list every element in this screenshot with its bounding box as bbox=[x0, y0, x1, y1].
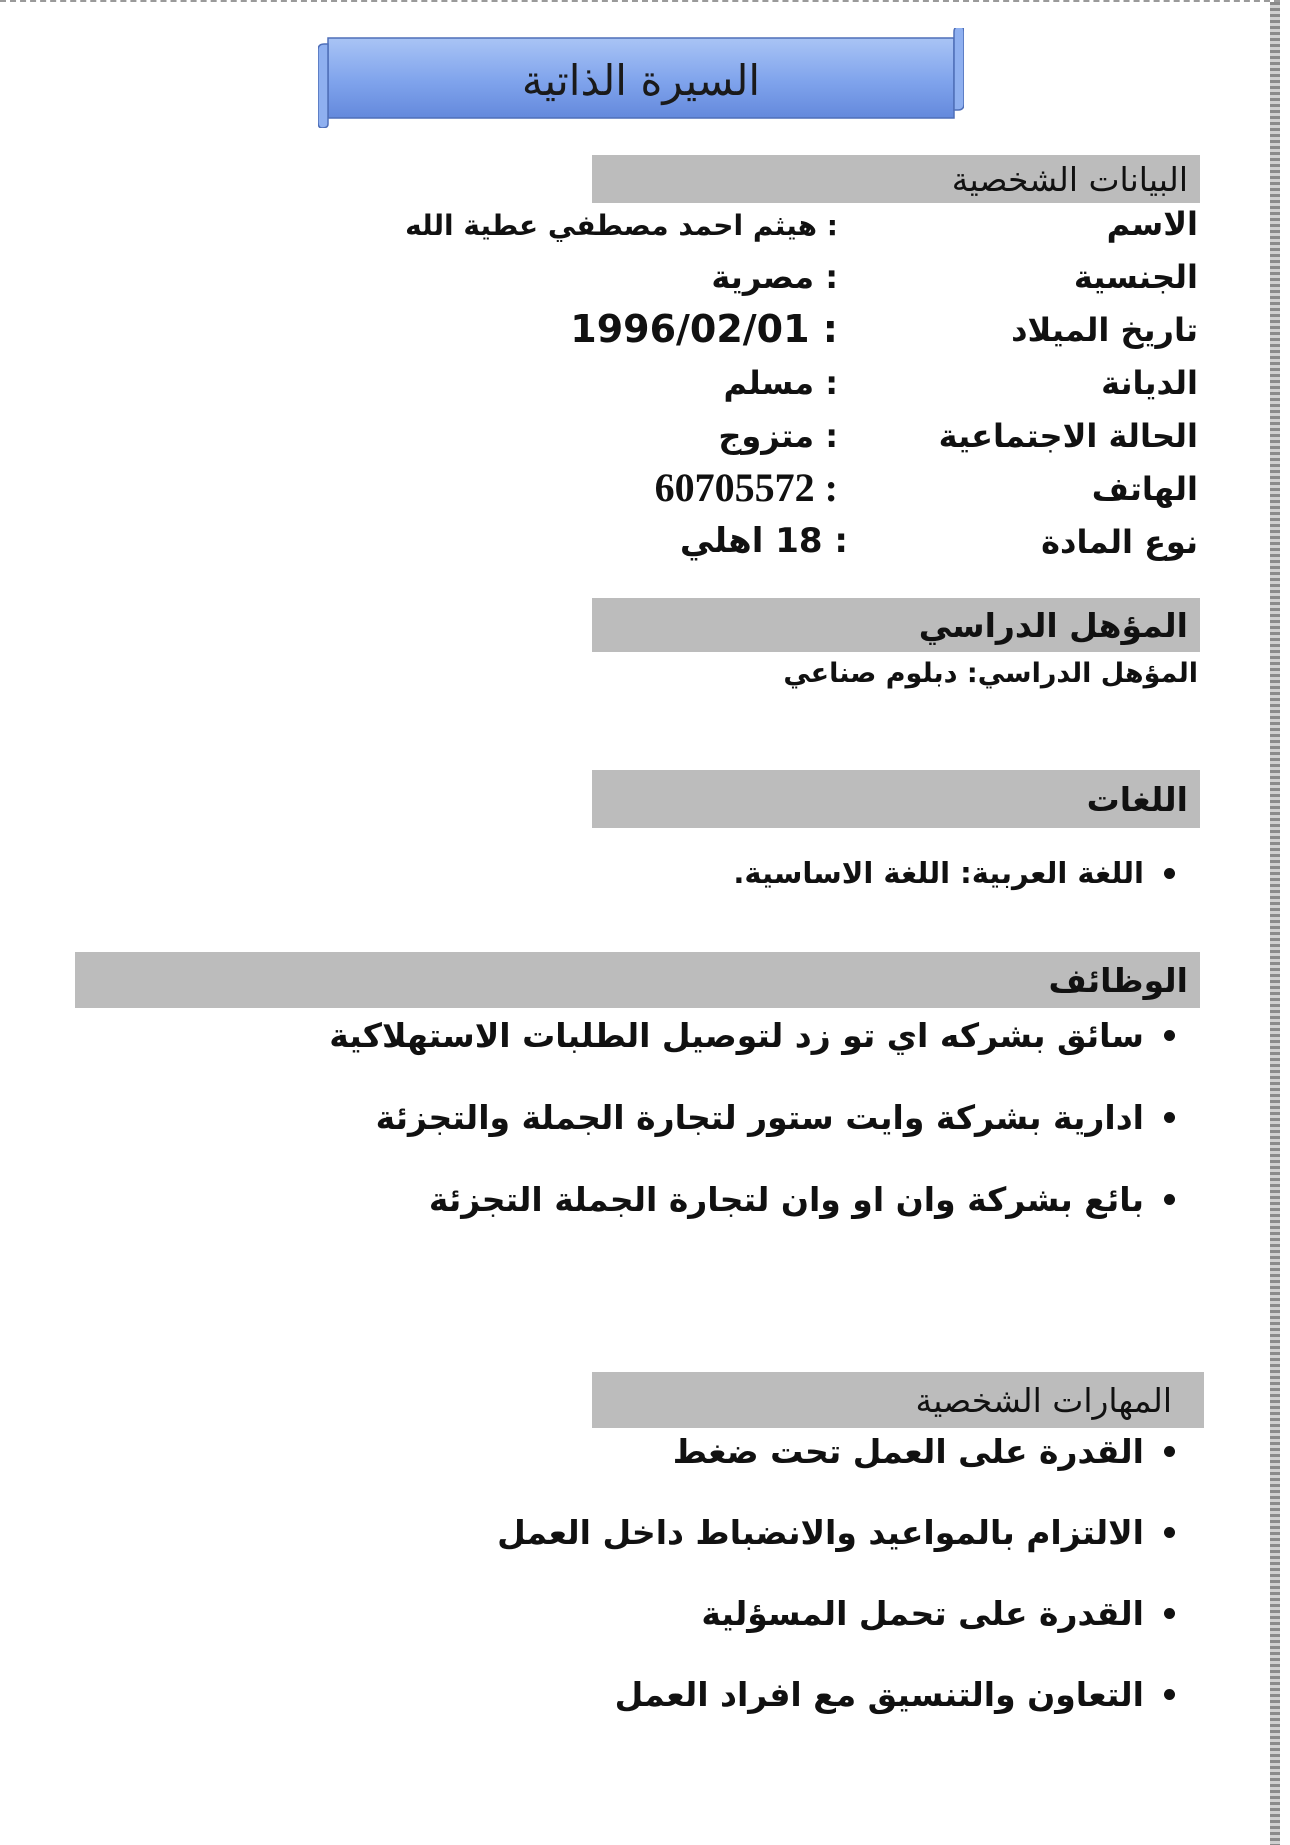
bullet-icon bbox=[1164, 1112, 1175, 1123]
info-label: تاريخ الميلاد bbox=[1011, 311, 1198, 349]
language-text: اللغة العربية: اللغة الاساسية. bbox=[733, 856, 1144, 890]
education-line: المؤهل الدراسي: دبلوم صناعي bbox=[783, 658, 1198, 689]
info-label: نوع المادة bbox=[1041, 523, 1198, 561]
job-item bbox=[329, 1016, 1175, 1055]
info-label: الاسم bbox=[1106, 205, 1198, 243]
skill-text: الالتزام بالمواعيد والانضباط داخل العمل bbox=[497, 1513, 1144, 1552]
skill-text: القدرة على تحمل المسؤلية bbox=[701, 1594, 1144, 1633]
bullet-icon bbox=[1164, 1608, 1175, 1619]
title-banner bbox=[318, 28, 964, 128]
info-label: الديانة bbox=[1101, 364, 1198, 402]
section-education-heading: المؤهل الدراسي bbox=[592, 598, 1200, 652]
bullet-icon bbox=[1164, 868, 1175, 879]
bullet-icon bbox=[1164, 1446, 1175, 1457]
section-jobs-heading: الوظائف bbox=[75, 952, 1200, 1008]
skill-item bbox=[497, 1513, 1175, 1552]
language-item bbox=[733, 856, 1175, 890]
info-row-name bbox=[398, 205, 1198, 257]
info-value: : متزوج bbox=[718, 417, 838, 455]
section-personal-heading: البيانات الشخصية bbox=[592, 155, 1200, 203]
skill-text: التعاون والتنسيق مع افراد العمل bbox=[614, 1675, 1144, 1714]
info-row-religion bbox=[398, 364, 1198, 416]
info-row-subject-type bbox=[398, 523, 1198, 575]
info-row-birthdate bbox=[398, 307, 1198, 363]
job-item bbox=[429, 1180, 1175, 1219]
info-value: : 1996/02/01 bbox=[570, 307, 838, 351]
job-text: بائع بشركة وان او وان لتجارة الجملة التجزئة bbox=[428, 1180, 1144, 1219]
page-edge-pattern bbox=[1270, 2, 1280, 1845]
skill-item bbox=[673, 1432, 1175, 1471]
bullet-icon bbox=[1164, 1689, 1175, 1700]
info-row-phone bbox=[398, 465, 1198, 522]
info-value: : 60705572 bbox=[654, 465, 838, 510]
job-item bbox=[376, 1098, 1175, 1137]
info-label: الحالة الاجتماعية bbox=[938, 417, 1198, 455]
info-row-nationality bbox=[398, 258, 1198, 310]
skill-item bbox=[701, 1594, 1175, 1633]
bullet-icon bbox=[1164, 1030, 1175, 1041]
info-label: الجنسية bbox=[1073, 258, 1198, 296]
section-skills-heading: المهارات الشخصية bbox=[592, 1372, 1204, 1428]
info-value: : مسلم bbox=[723, 364, 838, 402]
section-languages-heading: اللغات bbox=[592, 770, 1200, 828]
job-text: سائق بشركه اي تو زد لتوصيل الطلبات الاستهلاكية bbox=[329, 1016, 1144, 1055]
skill-item bbox=[615, 1675, 1175, 1714]
bullet-icon bbox=[1164, 1194, 1175, 1205]
skill-text: القدرة على العمل تحت ضغط bbox=[672, 1432, 1144, 1471]
info-row-marital-status bbox=[398, 417, 1198, 469]
job-text: ادارية بشركة وايت ستور لتجارة الجملة والتجزئة bbox=[375, 1098, 1144, 1137]
info-label: الهاتف bbox=[1091, 470, 1198, 508]
info-value: : 18 اهلي bbox=[679, 521, 848, 561]
bullet-icon bbox=[1164, 1527, 1175, 1538]
info-value: : هيثم احمد مصطفي عطية الله bbox=[405, 209, 838, 242]
info-value: : مصرية bbox=[711, 258, 838, 296]
page-title: السيرة الذاتية bbox=[521, 55, 761, 105]
